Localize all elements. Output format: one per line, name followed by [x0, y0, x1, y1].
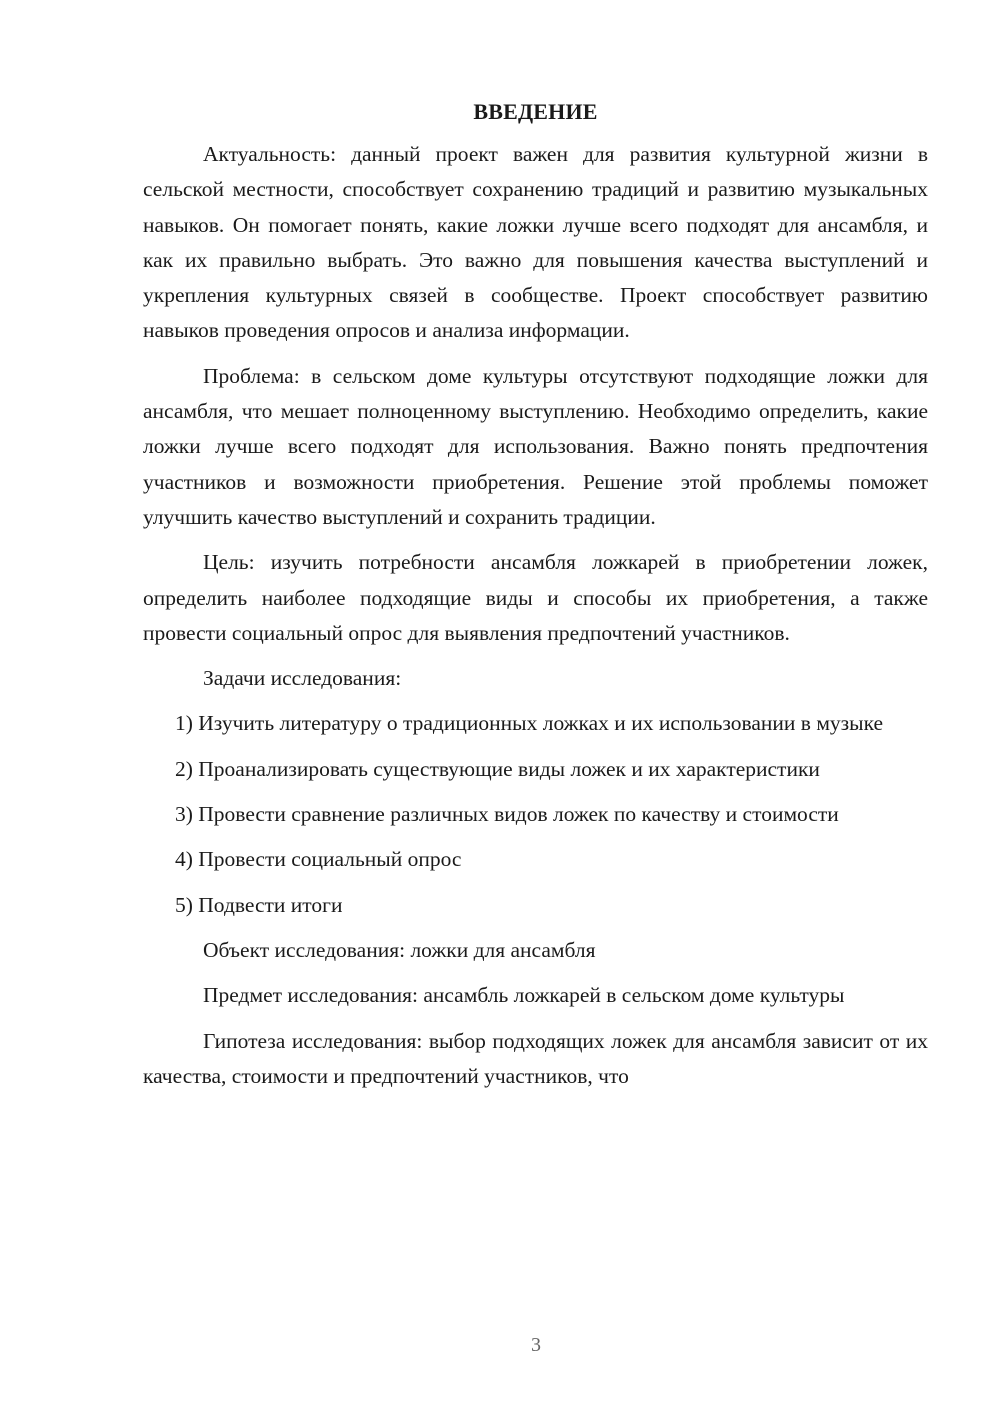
research-object-paragraph: Объект исследования: ложки для ансамбля: [203, 937, 596, 962]
tasks-heading: Задачи исследования:: [203, 666, 402, 691]
problem-paragraph: Проблема: в сельском доме культуры отсутствуют подходящие ложки для ансамбля, что мешает полноценному выступлению. Необходимо определить, какие ложки лучше всего подходят для использования. Важно понять предпочтения участников и возможности приобретения. Решение этой проблемы поможет улучшить качество выступлений и сохранить традиции.: [143, 363, 928, 529]
document-title: ВВЕДЕНИЕ: [473, 99, 598, 124]
task-item-1: 1) Изучить литературу о традиционных ложках и их использовании в музыке: [175, 711, 884, 736]
document-page: [143, 96, 928, 1104]
goal-paragraph: Цель: изучить потребности ансамбля ложкарей в приобретении ложек, определить наиболее подходящие виды и способы их приобретения, а также провести социальный опрос для выявления предпочтений участников.: [143, 550, 928, 645]
page-number: 3: [531, 1334, 541, 1356]
task-item-3: 3) Провести сравнение различных видов ложек по качеству и стоимости: [175, 802, 839, 827]
research-subject-paragraph: Предмет исследования: ансамбль ложкарей в сельском доме культуры: [203, 983, 845, 1008]
hypothesis-paragraph: Гипотеза исследования: выбор подходящих ложек для ансамбля зависит от их качества, стоимости и предпочтений участников, что: [143, 1028, 928, 1088]
task-item-4: 4) Провести социальный опрос: [175, 847, 462, 872]
task-item-2: 2) Проанализировать существующие виды ложек и их характеристики: [175, 756, 820, 781]
task-item-5: 5) Подвести итоги: [175, 892, 343, 917]
relevance-paragraph: Актуальность: данный проект важен для развития культурной жизни в сельской местности, способствует сохранению традиций и развитию музыкальных навыков. Он помогает понять, какие ложки лучше всего подходят для ансамбля, и как их правильно выбрать. Это важно для повышения качества выступлений и укрепления культурных связей в сообществе. Проект способствует развитию навыков проведения опросов и анализа информации.: [143, 142, 928, 343]
